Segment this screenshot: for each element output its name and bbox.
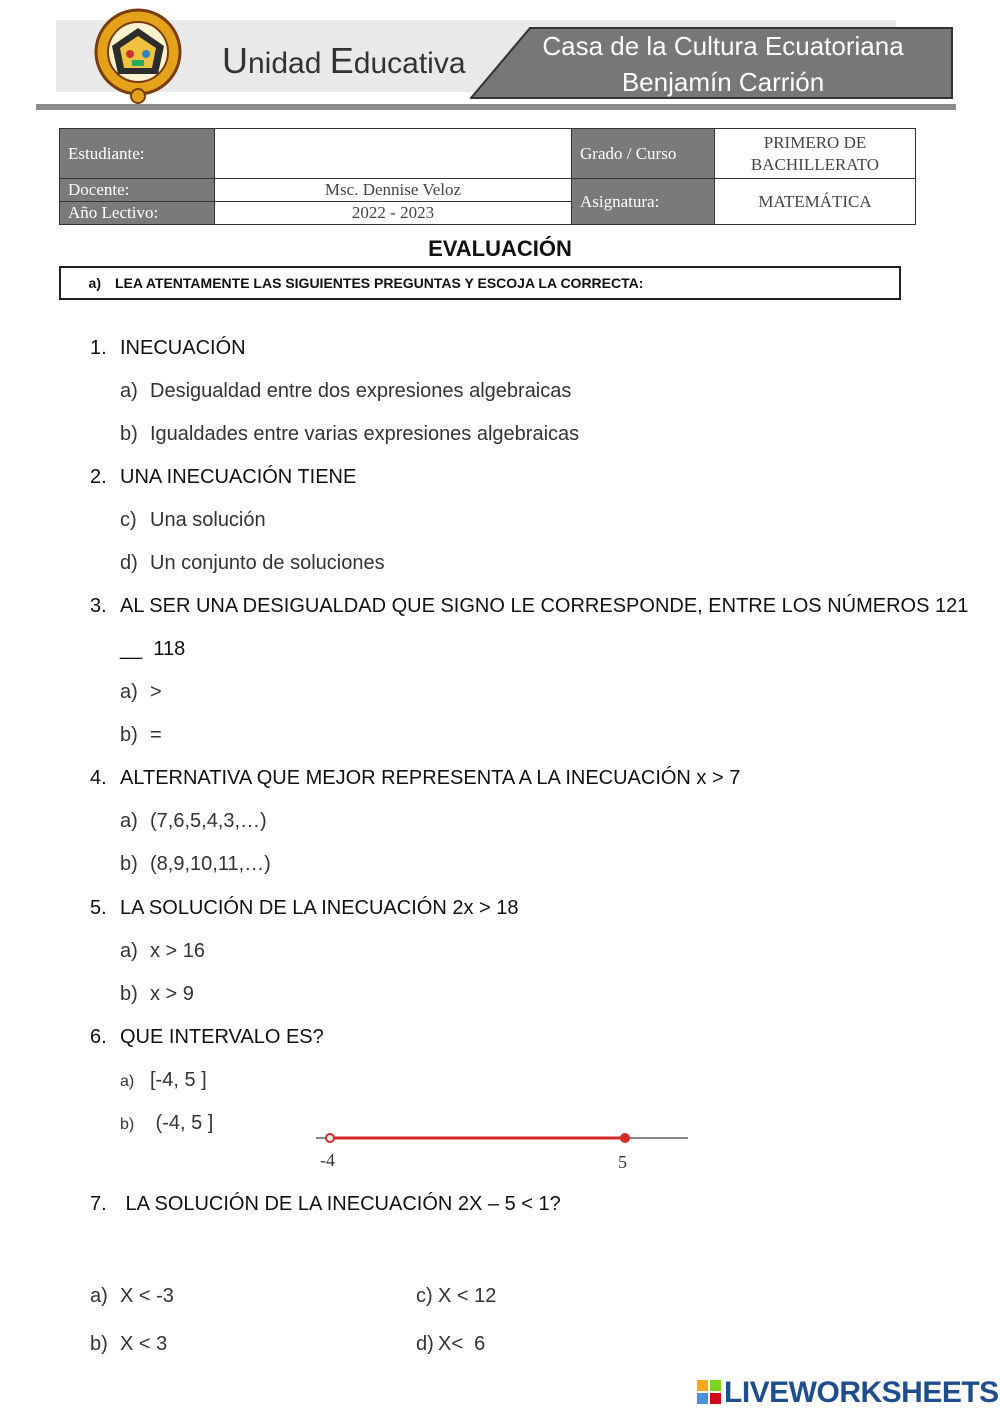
q5-option-a[interactable] xyxy=(120,940,205,963)
q4-option-b[interactable] xyxy=(120,853,271,876)
option-text: (7,6,5,4,3,…) xyxy=(150,810,267,832)
question-number: 5. xyxy=(90,897,107,919)
q6-option-b[interactable] xyxy=(120,1112,213,1135)
teacher-value: Msc. Dennise Veloz xyxy=(215,179,572,202)
question-number: 2. xyxy=(90,466,107,488)
question-1 xyxy=(90,337,246,360)
subject-value: MATEMÁTICA xyxy=(715,179,916,225)
option-text: X < 3 xyxy=(120,1333,168,1355)
grade-label: Grado / Curso xyxy=(572,129,715,179)
student-field[interactable] xyxy=(215,129,572,179)
q3-option-b[interactable] xyxy=(120,724,162,747)
option-text: > xyxy=(150,681,162,703)
option-letter: a) xyxy=(120,810,138,832)
question-number: 7. xyxy=(90,1193,107,1215)
q7-option-c[interactable] xyxy=(416,1285,496,1308)
question-text: INECUACIÓN xyxy=(120,337,246,359)
question-text: LA SOLUCIÓN DE LA INECUACIÓN 2x > 18 xyxy=(120,897,519,919)
option-text: x > 9 xyxy=(150,983,194,1005)
question-number: 1. xyxy=(90,337,107,359)
closed-endpoint xyxy=(620,1133,630,1143)
q5-option-b[interactable] xyxy=(120,983,194,1006)
instruction-text: LEA ATENTAMENTE LAS SIGUIENTES PREGUNTAS Y ESCOJA LA CORRECTA: xyxy=(115,275,644,291)
option-letter: b) xyxy=(120,983,138,1005)
subject-label: Asignatura: xyxy=(572,179,715,225)
question-2 xyxy=(90,466,356,489)
school-label-u: U xyxy=(222,40,248,81)
instruction-box xyxy=(59,266,901,300)
student-info-table xyxy=(59,128,916,225)
question-4 xyxy=(90,767,740,790)
option-letter: a) xyxy=(120,681,138,703)
question-6 xyxy=(90,1026,324,1049)
question-text: LA SOLUCIÓN DE LA INECUACIÓN 2X – 5 < 1? xyxy=(120,1193,561,1215)
option-letter: a) xyxy=(120,380,138,402)
option-letter: a) xyxy=(120,940,138,962)
option-text: = xyxy=(150,724,162,746)
option-letter: b) xyxy=(120,853,138,875)
option-text: [-4, 5 ] xyxy=(150,1069,207,1091)
question-number: 3. xyxy=(90,595,107,617)
school-label-e: E xyxy=(329,40,354,81)
question-3 xyxy=(90,595,968,618)
question-number: 4. xyxy=(90,767,107,789)
option-letter: a) xyxy=(90,1285,108,1307)
question-number: 6. xyxy=(90,1026,107,1048)
q3-option-a[interactable] xyxy=(120,681,162,704)
option-text: X < -3 xyxy=(120,1285,174,1307)
option-letter: c) xyxy=(120,509,137,531)
question-text: QUE INTERVALO ES? xyxy=(120,1026,324,1048)
q1-option-a[interactable] xyxy=(120,380,571,403)
q7-option-d[interactable] xyxy=(416,1333,485,1356)
institution-line-1: Casa de la Cultura Ecuatoriana xyxy=(542,31,904,61)
q7-option-a[interactable] xyxy=(90,1285,174,1308)
grade-value: PRIMERO DE BACHILLERATO xyxy=(715,129,916,179)
option-text: Una solución xyxy=(150,509,266,531)
question-text: AL SER UNA DESIGUALDAD QUE SIGNO LE CORRESPONDE, ENTRE LOS NÚMEROS 121 xyxy=(120,595,969,617)
option-letter: b) xyxy=(90,1333,108,1355)
question-text: ALTERNATIVA QUE MEJOR REPRESENTA A LA INECUACIÓN x > 7 xyxy=(120,767,741,789)
institution-line-2: Benjamín Carrión xyxy=(621,67,825,97)
option-text: (-4, 5 ] xyxy=(150,1112,214,1134)
option-letter: b) xyxy=(120,724,138,746)
option-letter: d) xyxy=(416,1333,434,1355)
option-text: (8,9,10,11,…) xyxy=(150,853,271,875)
evaluation-title: EVALUACIÓN xyxy=(428,236,572,261)
school-label-part2: ducativa xyxy=(353,47,466,80)
q2-option-d[interactable] xyxy=(120,552,385,575)
number-line-left-label: -4 xyxy=(320,1150,335,1170)
header-divider xyxy=(36,104,956,110)
option-letter: d) xyxy=(120,552,138,574)
q6-option-a[interactable] xyxy=(120,1069,207,1092)
teacher-label: Docente: xyxy=(60,179,215,202)
option-letter: c) xyxy=(416,1285,433,1307)
option-text: Un conjunto de soluciones xyxy=(150,552,385,574)
q2-option-c[interactable] xyxy=(120,509,266,532)
school-label xyxy=(222,40,466,82)
school-label-part1: nidad xyxy=(248,47,330,80)
q7-option-b[interactable] xyxy=(90,1333,167,1356)
instruction-letter: a) xyxy=(88,275,101,291)
option-text: Desigualdad entre dos expresiones algebraicas xyxy=(150,380,572,402)
option-letter: b) xyxy=(120,1116,135,1133)
q4-option-a[interactable] xyxy=(120,810,267,833)
question-7 xyxy=(90,1193,561,1216)
number-line-right-label: 5 xyxy=(618,1152,627,1172)
year-value: 2022 - 2023 xyxy=(215,202,572,225)
option-text: X < 12 xyxy=(438,1285,497,1307)
school-logo-icon xyxy=(88,8,188,104)
institution-name xyxy=(500,28,946,100)
year-label: Año Lectivo: xyxy=(60,202,215,225)
question-3-continued: __ 118 xyxy=(120,638,186,660)
liveworksheets-logo-icon xyxy=(697,1380,721,1404)
q1-option-b[interactable] xyxy=(120,423,579,446)
question-text: UNA INECUACIÓN TIENE xyxy=(120,466,357,488)
option-text: X< 6 xyxy=(438,1333,486,1355)
liveworksheets-brand: LIVEWORKSHEETS xyxy=(724,1376,999,1409)
student-label: Estudiante: xyxy=(60,129,215,179)
option-text: x > 16 xyxy=(150,940,206,962)
number-line-diagram xyxy=(312,1126,692,1174)
open-endpoint xyxy=(326,1134,334,1142)
option-letter: b) xyxy=(120,423,138,445)
option-text: Igualdades entre varias expresiones algebraicas xyxy=(150,423,580,445)
option-letter: a) xyxy=(120,1073,135,1090)
question-5 xyxy=(90,897,518,920)
